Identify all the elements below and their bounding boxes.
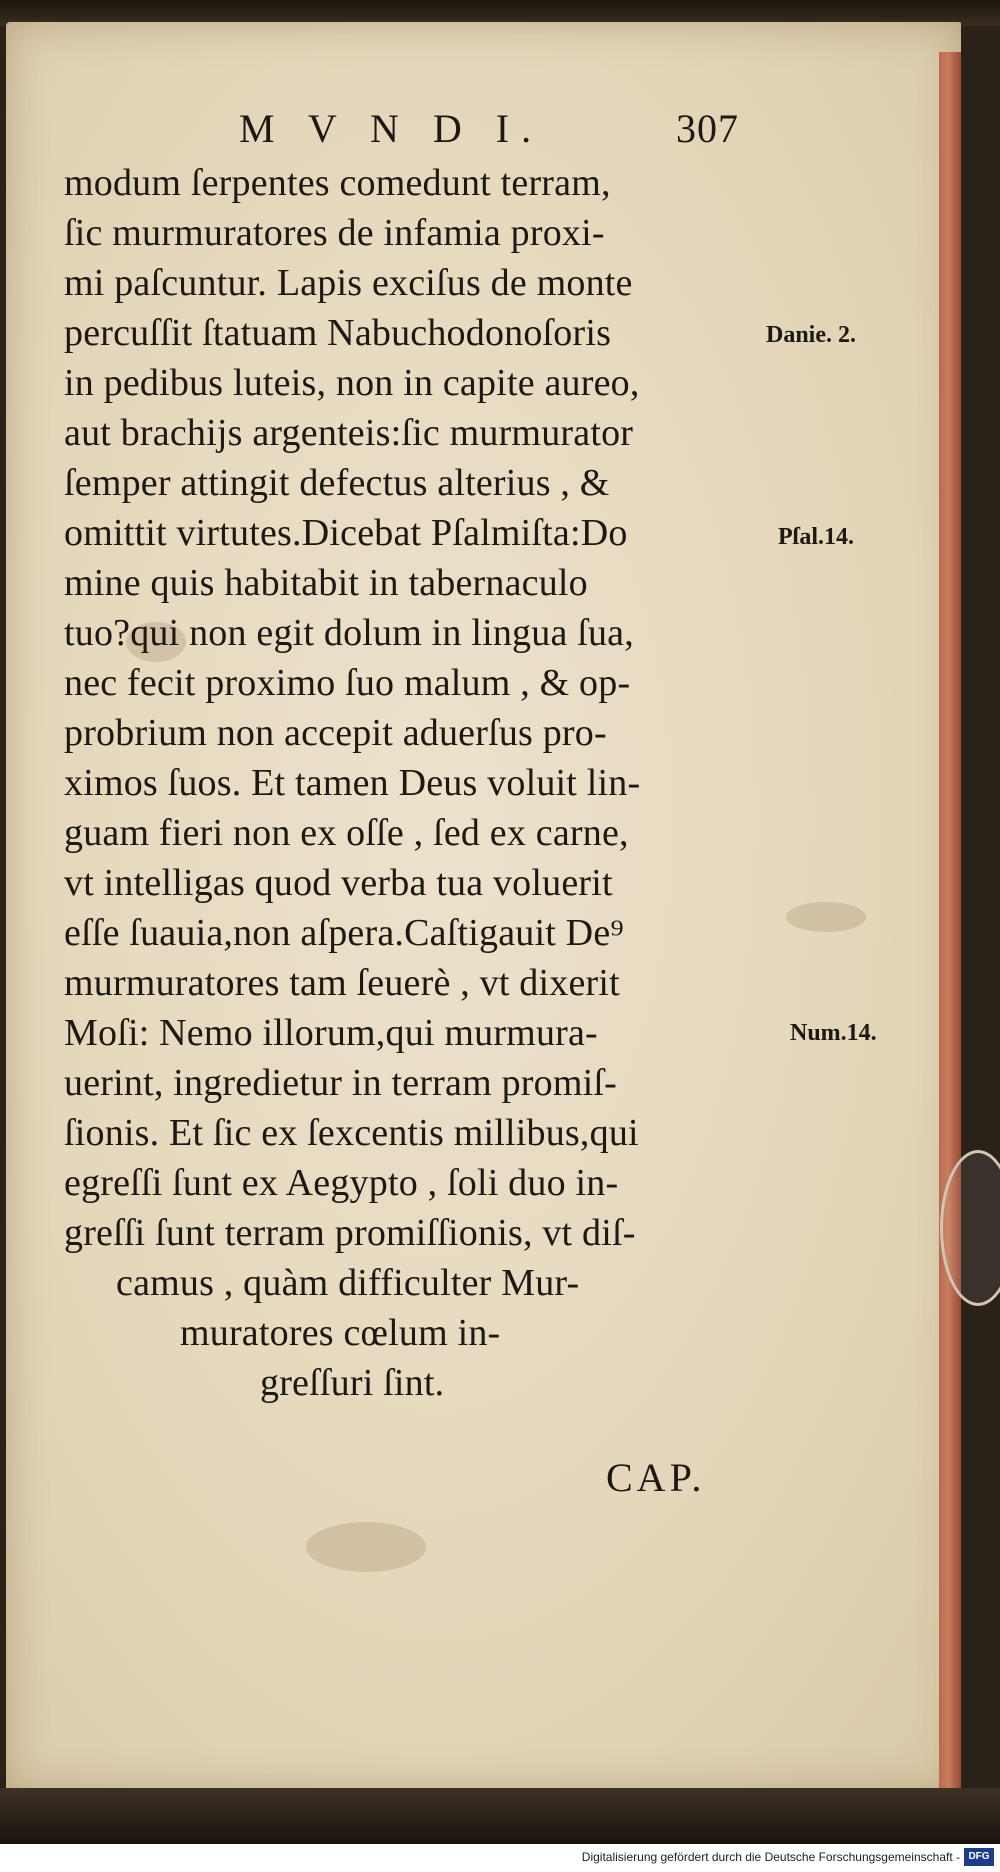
- text-line: tuo?qui non egit dolum in lingua ſua,: [64, 612, 634, 654]
- text-line: percuſſit ſtatuam Nabuchodonoſoris: [64, 312, 612, 354]
- text-line: Moſi: Nemo illorum,qui murmura-: [64, 1012, 598, 1054]
- text-line: modum ſerpentes comedunt terram,: [64, 162, 611, 204]
- text-line: probrium non accepit aduerſus pro-: [64, 712, 607, 754]
- margin-note-numbers: Num.14.: [790, 1020, 877, 1046]
- margin-note-daniel: Danie. 2.: [766, 322, 856, 348]
- dfg-logo: DFG: [964, 1848, 994, 1866]
- paper-stain: [786, 902, 866, 932]
- text-block: [64, 100, 774, 1408]
- text-line: mi paſcuntur. Lapis exciſus de monte: [64, 262, 633, 304]
- running-head-title: M V N D I.: [239, 106, 544, 151]
- text-line: ſionis. Et ſic ex ſexcentis millibus,qui: [64, 1112, 639, 1154]
- text-line: nec fecit proximo ſuo malum , & op-: [64, 662, 631, 704]
- text-line: uerint, ingredietur in terram promiſ-: [64, 1062, 617, 1104]
- paper-stain: [306, 1522, 426, 1572]
- page-number: 307: [676, 106, 739, 151]
- book-page: [6, 22, 961, 1792]
- text-line: camus , quàm difficulter Mur-: [116, 1262, 580, 1304]
- text-line: ximos ſuos. Et tamen Deus voluit lin-: [64, 762, 641, 804]
- catchword: CAP.: [606, 1455, 706, 1500]
- text-line: muratores cœlum in-: [180, 1312, 501, 1354]
- running-head: [64, 100, 774, 158]
- book-bottom-edge: [0, 1788, 1000, 1844]
- text-line: greſſi ſunt terram promiſſionis, vt diſ-: [64, 1212, 636, 1254]
- text-line: mine quis habitabit in tabernaculo: [64, 562, 588, 604]
- text-line: greſſuri ſint.: [260, 1362, 445, 1404]
- text-line: guam fieri non ex oſſe , ſed ex carne,: [64, 812, 629, 854]
- text-line: eſſe ſuauia,non aſpera.Caſtigauit De⁹: [64, 912, 624, 954]
- text-line: ſic murmuratores de infamia proxi-: [64, 212, 605, 254]
- text-line: ſemper attingit defectus alterius , &: [64, 462, 610, 504]
- text-line: murmuratores tam ſeuerè , vt dixerit: [64, 962, 620, 1004]
- digitization-footer: [0, 1844, 1000, 1872]
- text-line: aut brachijs argenteis:ſic murmurator: [64, 412, 634, 454]
- text-line: in pedibus luteis, non in capite aureo,: [64, 362, 640, 404]
- margin-note-psalm: Pſal.14.: [778, 524, 854, 550]
- text-line: vt intelligas quod verba tua voluerit: [64, 862, 613, 904]
- text-line: egreſſi ſunt ex Aegypto , ſoli duo in-: [64, 1162, 619, 1204]
- footer-credit: Digitalisierung gefördert durch die Deutsche Forschungsgemeinschaft -: [581, 1850, 960, 1864]
- page-red-edge: [939, 52, 961, 1792]
- text-line: omittit virtutes.Dicebat Pſalmiſta:Do: [64, 512, 628, 554]
